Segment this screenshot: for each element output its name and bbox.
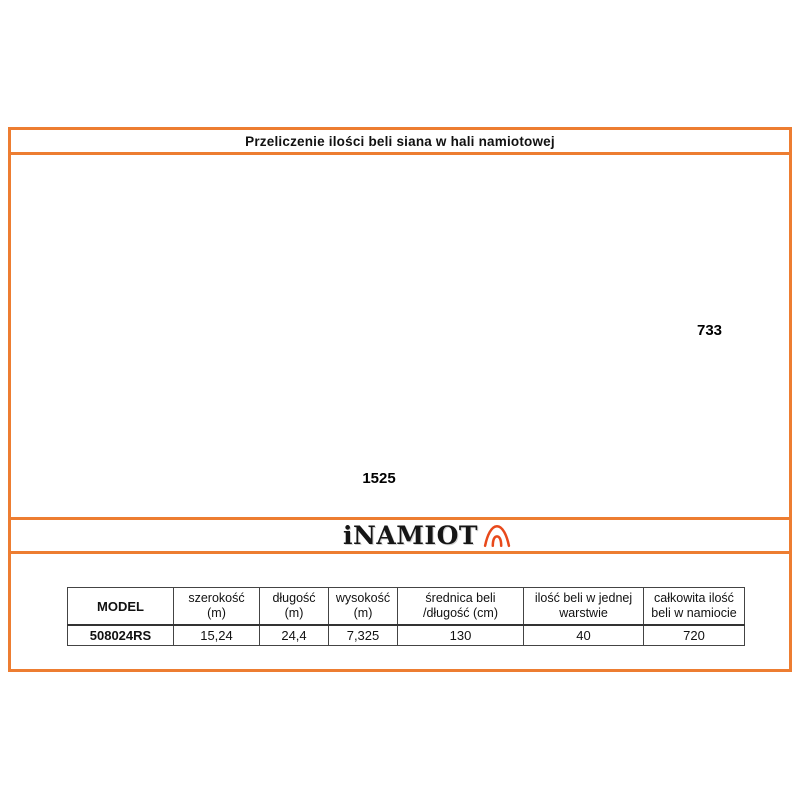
col-szerokosc: szerokość (m)	[174, 588, 260, 626]
col-wysokosc: wysokość (m)	[329, 588, 398, 626]
spec-table	[67, 587, 745, 646]
cell-ilosc-warstwa: 40	[524, 625, 644, 646]
cell-wysokosc: 7,325	[329, 625, 398, 646]
width-dimension-label: 1525	[359, 471, 398, 487]
table-header-row	[68, 588, 745, 626]
logo-band	[11, 520, 789, 551]
divider	[11, 551, 789, 554]
tent-icon	[483, 523, 511, 549]
table-data-row	[68, 625, 745, 646]
cell-calkowita: 720	[644, 625, 745, 646]
col-dlugosc: długość (m)	[260, 588, 329, 626]
logo-text: iNAMIOT	[343, 520, 478, 550]
divider	[11, 152, 789, 155]
height-dimension-label: 733	[694, 323, 725, 339]
col-calkowita: całkowita ilość beli w namiocie	[644, 588, 745, 626]
page-title: Przeliczenie ilości beli siana w hali namiotowej	[245, 133, 555, 149]
col-srednica: średnica beli /długość (cm)	[398, 588, 524, 626]
cell-dlugosc: 24,4	[260, 625, 329, 646]
cell-srednica: 130	[398, 625, 524, 646]
logo	[343, 520, 511, 550]
title-bar	[11, 130, 789, 152]
col-ilosc-warstwa: ilość beli w jednej warstwie	[524, 588, 644, 626]
col-model: MODEL	[68, 588, 174, 626]
cell-szerokosc: 15,24	[174, 625, 260, 646]
cell-model: 508024RS	[68, 625, 174, 646]
